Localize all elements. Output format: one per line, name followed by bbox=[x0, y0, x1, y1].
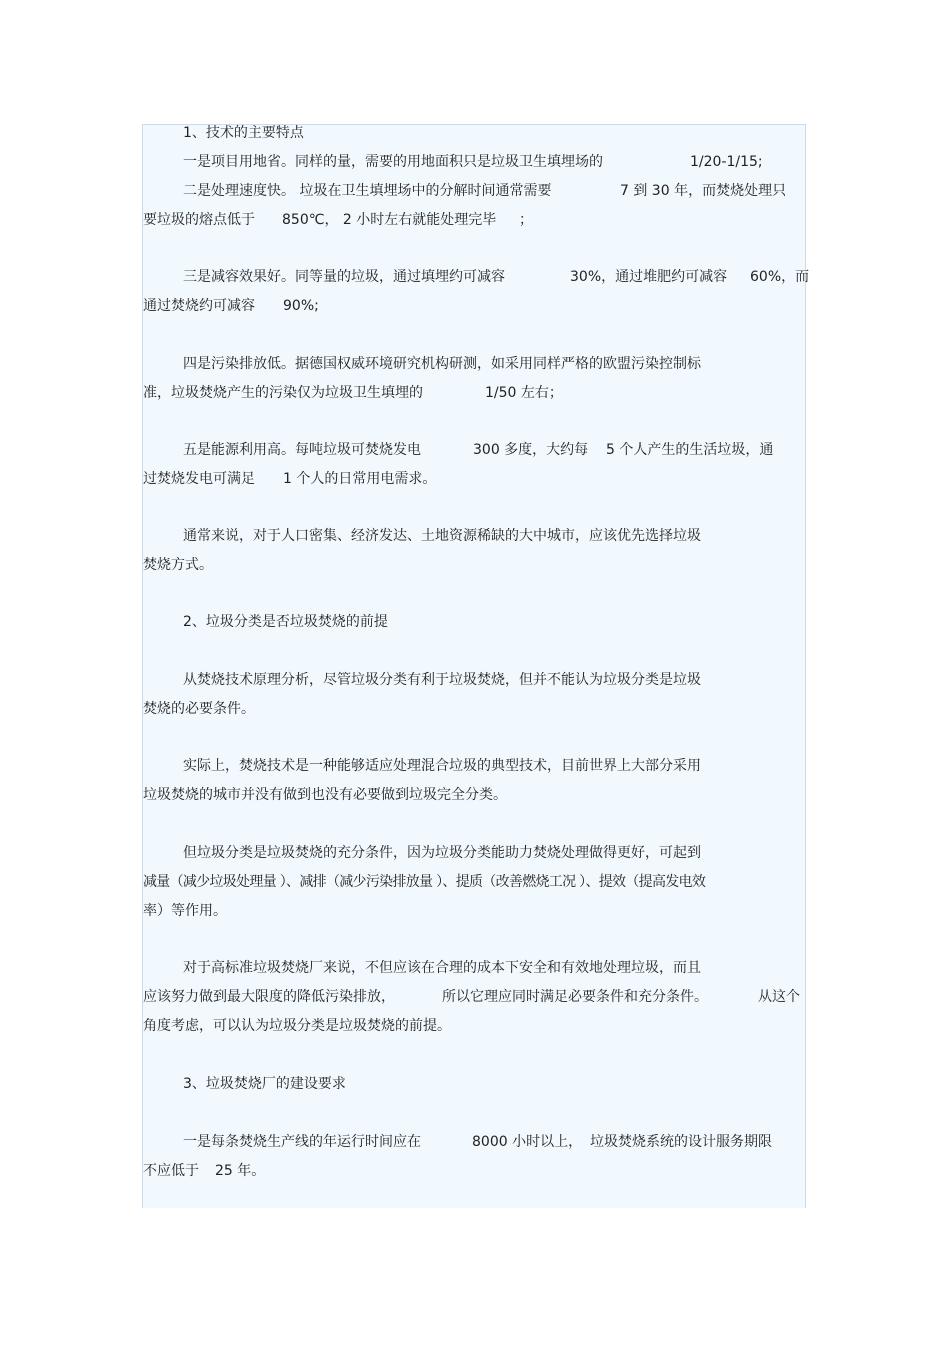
text-run: 1/50 左右； bbox=[485, 385, 563, 401]
text-run: 300 多度，大约每 bbox=[473, 442, 589, 458]
text-run: 8000 小时以上， bbox=[472, 1134, 583, 1150]
text-run: 所以它理应同时满足必要条件和充分条件。 bbox=[442, 989, 708, 1005]
paragraph-line bbox=[143, 1162, 803, 1180]
paragraph-line bbox=[143, 988, 803, 1006]
text-run: 要垃圾的熔点低于 bbox=[143, 212, 255, 228]
text-run: 850℃， 2 小时左右就能处理完毕 bbox=[282, 212, 497, 228]
section-heading: 1、技术的主要特点 bbox=[183, 125, 304, 141]
text-run: 通过焚烧约可减容 bbox=[143, 298, 255, 314]
text-run: 四是污染排放低。据德国权威环境研究机构研测，如采用同样严格的欧盟污染控制标 bbox=[183, 356, 701, 372]
text-run: 垃圾焚烧系统的设计服务期限 bbox=[590, 1134, 772, 1150]
text-run: 从焚烧技术原理分析，尽管垃圾分类有利于垃圾焚烧，但并不能认为垃圾分类是垃圾 bbox=[183, 672, 701, 688]
text-run: 一是每条焚烧生产线的年运行时间应在 bbox=[183, 1134, 421, 1150]
paragraph-line bbox=[143, 1133, 803, 1151]
paragraph-line bbox=[143, 384, 803, 402]
section-heading: 2、垃圾分类是否垃圾焚烧的前提 bbox=[183, 614, 388, 630]
document-panel bbox=[142, 124, 806, 1208]
text-run: 垃圾焚烧的城市并没有做到也没有必要做到垃圾完全分类。 bbox=[143, 787, 507, 803]
text-run: 角度考虑，可以认为垃圾分类是垃圾焚烧的前提。 bbox=[143, 1018, 451, 1034]
text-run: 25 年。 bbox=[215, 1163, 266, 1179]
text-run: 7 到 30 年，而焚烧处理只 bbox=[620, 183, 787, 199]
text-run: 1/20-1/15; bbox=[690, 154, 763, 170]
paragraph-line bbox=[143, 355, 803, 373]
paragraph-line bbox=[143, 297, 803, 315]
paragraph-line bbox=[143, 671, 803, 689]
text-run: 一是项目用地省。同样的量，需要的用地面积只是垃圾卫生填埋场的 bbox=[183, 154, 603, 170]
text-run: 减量（减少垃圾处理量 ）、减排（减少污染排放量 ）、提质（改善燃烧工况 ）、提效（提高发电效 bbox=[143, 874, 706, 890]
text-run: 1 个人的日常用电需求。 bbox=[283, 471, 437, 487]
text-run: 过焚烧发电可满足 bbox=[143, 471, 255, 487]
text-run: 应该努力做到最大限度的降低污染排放， bbox=[143, 989, 395, 1005]
text-run: ； bbox=[519, 212, 533, 228]
text-run: 5 个人产生的生活垃圾，通 bbox=[606, 442, 774, 458]
paragraph-line bbox=[143, 182, 803, 200]
text-run: 通常来说，对于人口密集、经济发达、土地资源稀缺的大中城市，应该优先选择垃圾 bbox=[183, 528, 701, 544]
text-run: 60%，而 bbox=[750, 269, 810, 285]
paragraph-line bbox=[143, 470, 803, 488]
text-run: 三是减容效果好。同等量的垃圾，通过填埋约可减容 bbox=[183, 269, 505, 285]
text-run: 90%; bbox=[283, 298, 319, 314]
paragraph-line bbox=[143, 268, 810, 286]
text-run: 对于高标准垃圾焚烧厂来说，不但应该在合理的成本下安全和有效地处理垃圾，而且 bbox=[183, 960, 701, 976]
text-run: 不应低于 bbox=[143, 1163, 199, 1179]
paragraph-line bbox=[143, 959, 803, 977]
paragraph-line bbox=[143, 1017, 803, 1035]
text-run: 率）等作用。 bbox=[143, 903, 227, 919]
paragraph-line bbox=[143, 556, 803, 574]
text-run: 焚烧方式。 bbox=[143, 557, 213, 573]
paragraph-line bbox=[143, 786, 803, 804]
paragraph-line bbox=[143, 757, 803, 775]
text-run: 从这个 bbox=[758, 989, 800, 1005]
section-heading: 3、垃圾焚烧厂的建设要求 bbox=[183, 1076, 346, 1092]
text-run: 实际上，焚烧技术是一种能够适应处理混合垃圾的典型技术，目前世界上大部分采用 bbox=[183, 758, 701, 774]
paragraph-line bbox=[143, 873, 803, 891]
paragraph-line bbox=[143, 153, 803, 171]
paragraph-line bbox=[143, 700, 803, 718]
paragraph-line bbox=[143, 211, 803, 229]
text-run: 30%，通过堆肥约可减容 bbox=[570, 269, 728, 285]
paragraph-line bbox=[143, 527, 803, 545]
text-run: 准，垃圾焚烧产生的污染仅为垃圾卫生填埋的 bbox=[143, 385, 423, 401]
text-run: 焚烧的必要条件。 bbox=[143, 701, 255, 717]
text-run: 但垃圾分类是垃圾焚烧的充分条件，因为垃圾分类能助力焚烧处理做得更好，可起到 bbox=[183, 845, 701, 861]
paragraph-line bbox=[143, 844, 803, 862]
text-run: 二是处理速度快。 垃圾在卫生填埋场中的分解时间通常需要 bbox=[183, 183, 552, 199]
text-run: 五是能源利用高。每吨垃圾可焚烧发电 bbox=[183, 442, 421, 458]
paragraph-line bbox=[143, 441, 803, 459]
paragraph-line bbox=[143, 902, 803, 920]
